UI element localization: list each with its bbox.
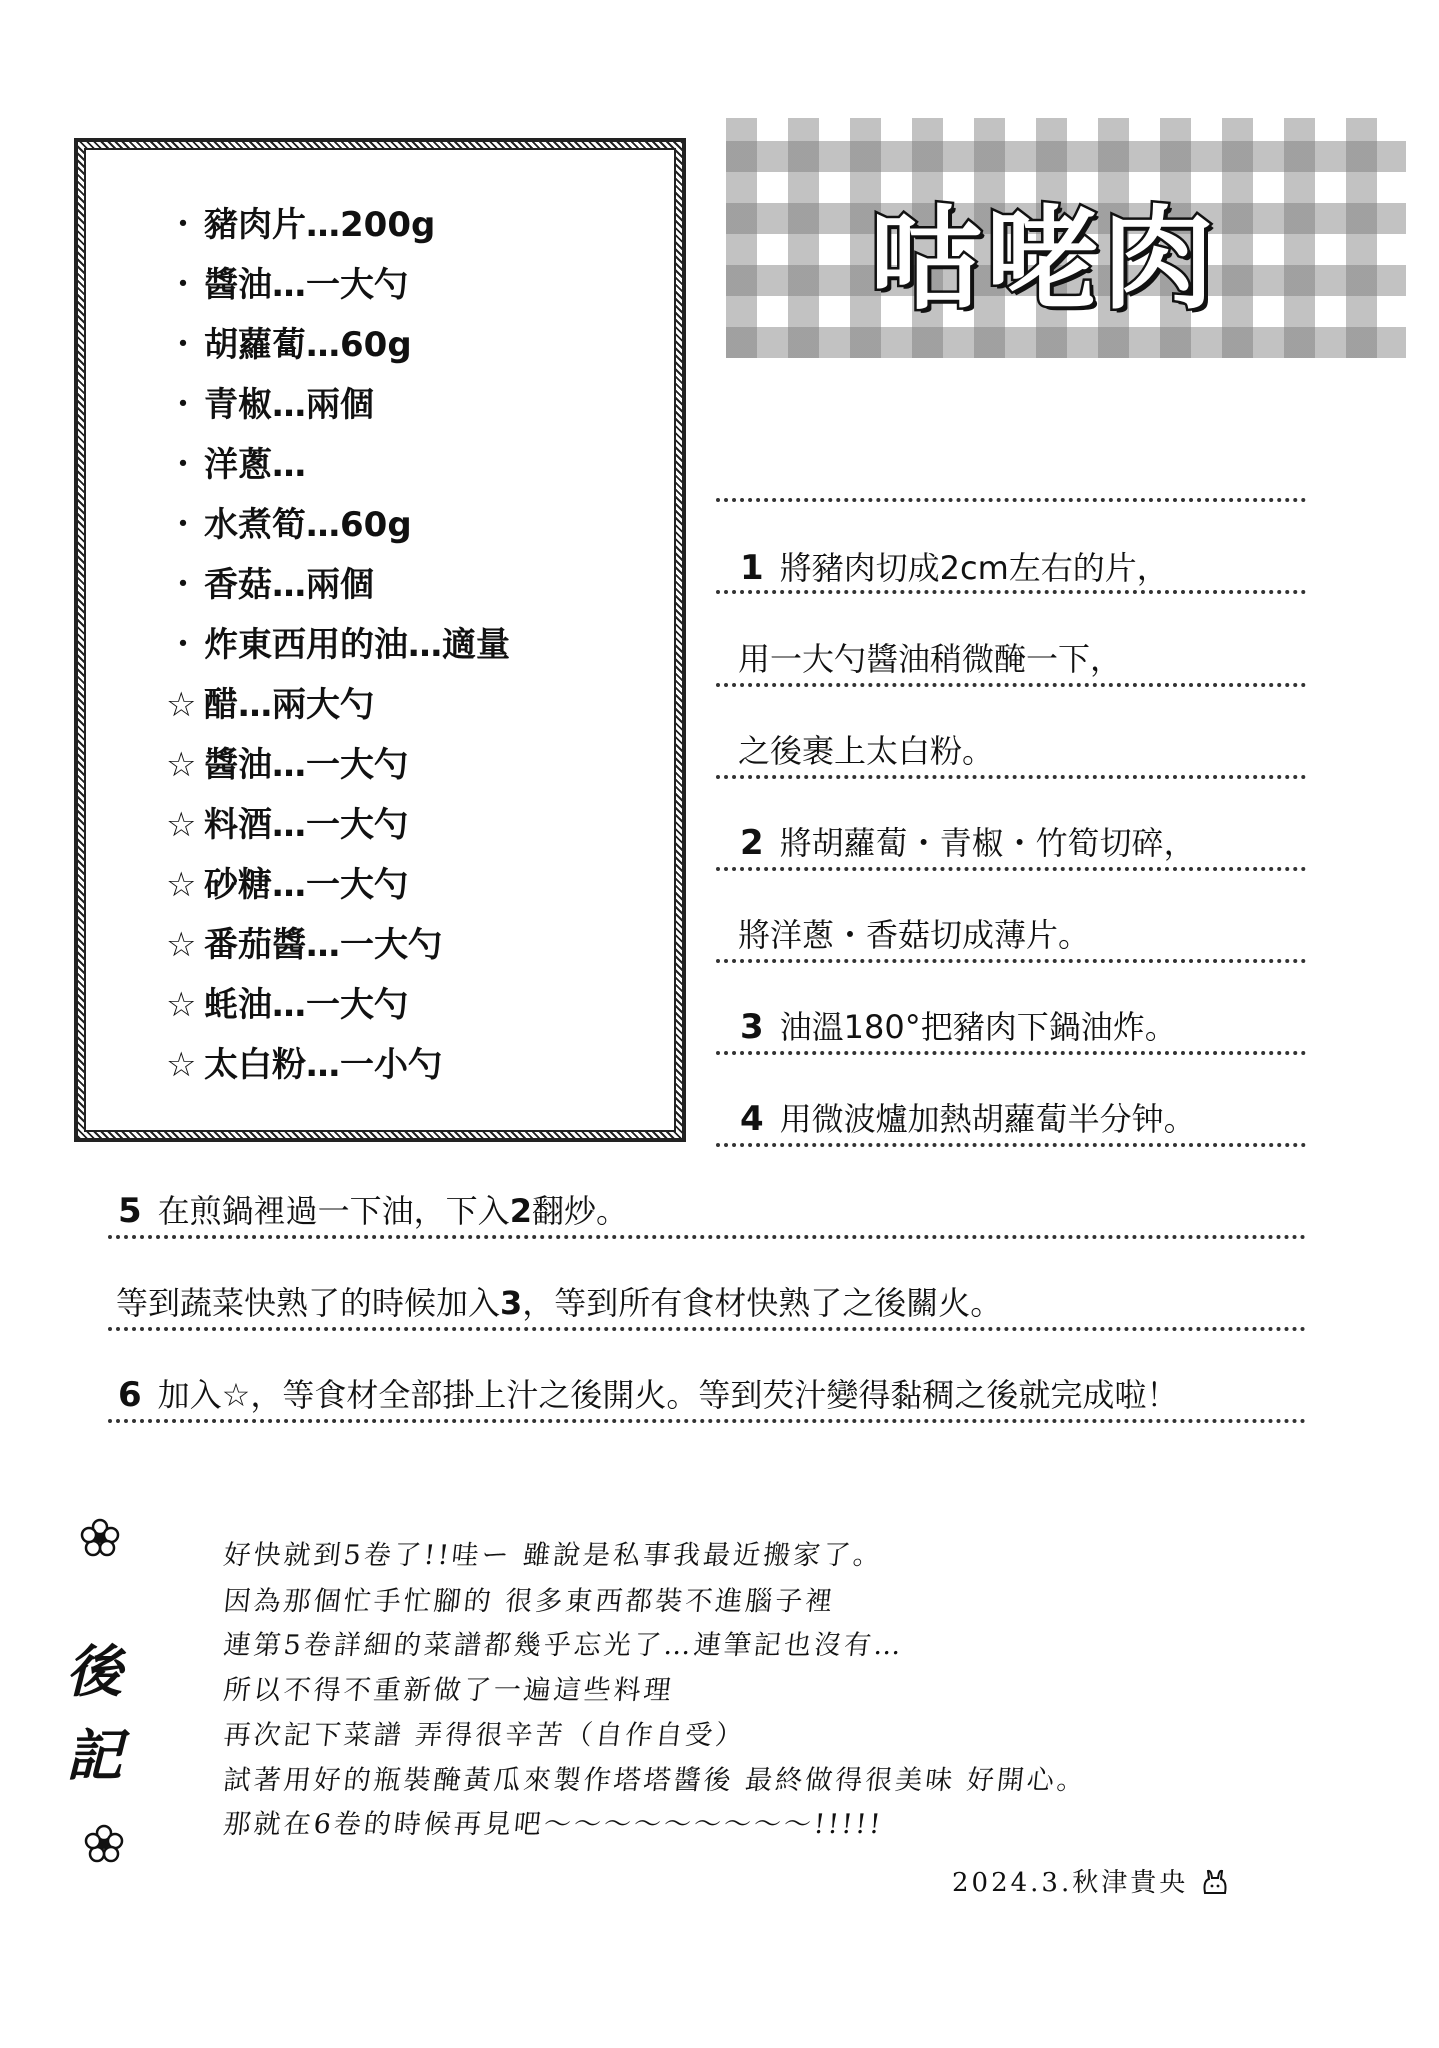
dotted-rule: [108, 1419, 1306, 1423]
afterword-line: 連第5卷詳細的菜譜都幾乎忘光了…連筆記也沒有…: [222, 1630, 906, 1661]
recipe-step: 將洋蔥・香菇切成薄片。: [738, 916, 1091, 954]
afterword-title-1: 後: [66, 1639, 122, 1705]
afterword-line: 好快就到5卷了!!哇ー 雖說是私事我最近搬家了。: [222, 1540, 885, 1571]
recipe-title: 咕咾肉: [870, 195, 1218, 325]
recipe-step: 6 加入☆，等食材全部掛上汁之後開火。等到芡汁變得黏稠之後就完成啦！: [118, 1375, 1179, 1415]
ingredient-item: ・ 胡蘿蔔…60g: [166, 325, 412, 365]
ingredient-item: ☆ 蚝油…一大勺: [166, 985, 408, 1025]
ingredient-item: ☆ 料酒…一大勺: [166, 805, 408, 845]
afterword-line: 再次記下菜譜 弄得很辛苦（自作自受）: [222, 1720, 747, 1751]
recipe-step: 2 將胡蘿蔔・青椒・竹筍切碎，: [740, 823, 1196, 863]
afterword-line: 那就在6卷的時候再見吧〜〜〜〜〜〜〜〜〜!!!!!: [222, 1809, 885, 1840]
recipe-step: 4 用微波爐加熱胡蘿蔔半分钟。: [740, 1099, 1196, 1139]
recipe-step: 1 將豬肉切成2cm左右的片，: [740, 548, 1169, 588]
dotted-rule: [716, 498, 1306, 502]
dotted-rule: [716, 775, 1306, 779]
dotted-rule: [716, 867, 1306, 871]
dotted-rule: [716, 1051, 1306, 1055]
dotted-rule: [108, 1235, 1306, 1239]
ingredient-item: ・ 豬肉片…200g: [166, 205, 436, 245]
rabbit-doodle-icon: [1200, 1869, 1230, 1895]
dotted-rule: [108, 1327, 1306, 1331]
ingredient-item: ・ 炸東西用的油…適量: [166, 625, 510, 665]
recipe-step: 之後裹上太白粉。: [738, 732, 995, 770]
afterword-line: 試著用好的瓶裝醃黃瓜來製作塔塔醬後 最終做得很美味 好開心。: [222, 1765, 1089, 1796]
ingredient-item: ☆ 番茄醬…一大勺: [166, 925, 442, 965]
dotted-rule: [716, 959, 1306, 963]
afterword-line: 所以不得不重新做了一遍這些料理: [222, 1675, 676, 1706]
dotted-rule: [716, 1143, 1306, 1147]
afterword-title-2: 記: [66, 1723, 122, 1789]
ingredient-item: ・ 水煮筍…60g: [166, 505, 412, 545]
afterword-line: 因為那個忙手忙腳的 很多東西都裝不進腦子裡: [222, 1586, 837, 1617]
recipe-step: 5 在煎鍋裡過一下油，下入2翻炒。: [118, 1191, 628, 1231]
ingredient-item: ☆ 太白粉…一小勺: [166, 1045, 442, 1085]
recipe-step: 3 油溫180°把豬肉下鍋油炸。: [740, 1007, 1177, 1047]
ingredient-item: ・ 香菇…兩個: [166, 565, 374, 605]
ingredient-item: ☆ 砂糖…一大勺: [166, 865, 408, 905]
ingredient-item: ・ 青椒…兩個: [166, 385, 374, 425]
recipe-step: 等到蔬菜快熟了的時候加入3，等到所有食材快熟了之後關火。: [116, 1284, 1003, 1322]
signature: 2024.3.秋津貴央: [952, 1862, 1230, 1899]
dotted-rule: [716, 683, 1306, 687]
dotted-rule: [716, 590, 1306, 594]
flower-icon: [80, 1518, 120, 1558]
ingredients-list: [166, 195, 510, 1095]
ingredient-item: ☆ 醬油…一大勺: [166, 745, 408, 785]
ingredient-item: ・ 醬油…一大勺: [166, 265, 408, 305]
ingredient-item: ・ 洋蔥…: [166, 445, 306, 485]
recipe-step: 用一大勺醬油稍微醃一下，: [738, 640, 1123, 678]
ingredient-item: ☆ 醋…兩大勺: [166, 685, 374, 725]
flower-icon: [84, 1824, 124, 1864]
